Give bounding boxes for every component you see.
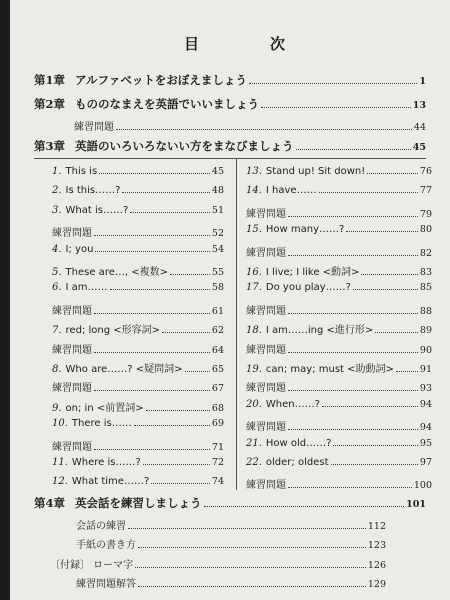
- leader-dots: [110, 289, 210, 290]
- page-number: 82: [419, 247, 432, 259]
- page-number: 45: [412, 142, 426, 153]
- leader-dots: [375, 332, 418, 333]
- chapter-2-exercise: [74, 118, 426, 133]
- lesson-number: 7.: [52, 325, 62, 337]
- lesson-number: 22.: [246, 457, 262, 468]
- lesson-number: 19.: [246, 364, 262, 375]
- page-number: 58: [211, 282, 224, 294]
- lesson-number: 20.: [246, 398, 262, 410]
- answers-item: [76, 575, 386, 590]
- lesson-entry: [246, 457, 432, 468]
- lesson-number: 5.: [52, 267, 62, 278]
- book-page: [10, 0, 450, 600]
- lesson-entry: [246, 185, 432, 196]
- leader-dots: [319, 192, 418, 193]
- lesson-label: Who are……? <疑問詞>: [65, 364, 183, 375]
- leader-dots: [322, 406, 418, 407]
- chapter-title: アルファベットをおぼえましょう: [75, 73, 247, 87]
- item-label: 練習問題解答: [76, 579, 136, 590]
- chapter-1: [34, 72, 426, 88]
- exercise-entry: [246, 379, 432, 394]
- page-number: 52: [211, 228, 224, 240]
- lesson-entry: [246, 438, 432, 449]
- lesson-label: This is: [65, 166, 98, 177]
- item-label: 手紙の書き方: [76, 540, 136, 551]
- page-number: 112: [367, 521, 386, 532]
- chapter-title: 英会話を練習しましょう: [75, 496, 202, 510]
- lesson-label: 練習問題: [246, 480, 286, 492]
- lesson-entry: [246, 263, 432, 278]
- page-number: 88: [419, 305, 432, 317]
- exercise-entry: [246, 205, 432, 220]
- page-number: 129: [367, 579, 386, 590]
- leader-dots: [94, 235, 210, 236]
- lesson-label: 練習問題: [52, 344, 92, 356]
- page-number: 67: [211, 383, 224, 395]
- page-number: 45: [211, 166, 224, 177]
- lesson-label: These are…, <複数>: [65, 267, 168, 278]
- lesson-number: 21.: [246, 437, 262, 449]
- lesson-label: 練習問題: [52, 383, 92, 395]
- chapter-number: 第1章: [34, 73, 66, 87]
- lesson-number: 18.: [246, 325, 262, 337]
- leader-dots: [138, 547, 366, 548]
- leader-dots: [94, 313, 210, 314]
- leader-dots: [146, 410, 210, 411]
- leader-dots: [288, 429, 418, 430]
- lesson-number: 15.: [246, 224, 262, 236]
- lesson-entry: [52, 321, 224, 336]
- leader-dots: [185, 371, 210, 372]
- lesson-label: 練習問題: [246, 208, 286, 220]
- lesson-entry: [52, 457, 224, 468]
- exercise-entry: [246, 476, 432, 491]
- leader-dots: [170, 274, 210, 275]
- lesson-entry: [52, 399, 224, 414]
- lesson-label: Do you play……?: [265, 282, 351, 294]
- page-number: 55: [211, 267, 224, 278]
- lesson-number: 14.: [246, 185, 262, 197]
- page-number: 123: [367, 540, 386, 551]
- lesson-label: 練習問題: [246, 422, 286, 434]
- leader-dots: [143, 464, 210, 465]
- chapter-number: 第4章: [34, 496, 66, 510]
- lesson-label: How many……?: [265, 224, 345, 236]
- lesson-label: I; you: [65, 243, 94, 255]
- leader-dots: [135, 567, 366, 568]
- item-label: 会話の練習: [76, 521, 126, 532]
- leader-dots: [99, 173, 210, 174]
- lesson-number: 17.: [246, 282, 262, 294]
- page-number: 97: [419, 457, 432, 468]
- exercise-entry: [52, 341, 224, 356]
- lesson-number: 11.: [52, 457, 68, 468]
- lesson-number: 9.: [52, 402, 62, 414]
- lesson-number: 12.: [52, 476, 68, 488]
- chapter-number: 第2章: [34, 97, 66, 111]
- leader-dots: [128, 528, 366, 529]
- lesson-label: What time……?: [71, 476, 150, 488]
- lesson-entry: [52, 263, 224, 278]
- page-number: 94: [419, 398, 432, 410]
- leader-dots: [204, 506, 405, 507]
- lesson-table-border: [34, 158, 426, 159]
- lesson-number: 4.: [52, 243, 62, 255]
- lesson-label: 練習問題: [52, 305, 92, 317]
- leader-dots: [353, 289, 418, 290]
- lesson-number: 13.: [246, 166, 262, 177]
- page-title: 目 次: [184, 35, 314, 53]
- lesson-label: older; oldest: [265, 457, 329, 468]
- page-number: 74: [211, 476, 224, 488]
- page-number: 90: [419, 344, 432, 356]
- lesson-entry: [246, 166, 432, 177]
- leader-dots: [346, 231, 418, 232]
- lesson-label: 練習問題: [246, 247, 286, 259]
- lesson-label: I am……: [65, 282, 108, 294]
- appendix-item: [50, 556, 386, 571]
- lesson-label: What is……?: [65, 204, 129, 216]
- leader-dots: [134, 425, 210, 426]
- page-number: 77: [419, 185, 432, 197]
- page-number: 89: [419, 325, 432, 337]
- lesson-entry: [246, 399, 432, 410]
- page-number: 44: [413, 122, 426, 133]
- lesson-label: I am……ing <進行形>: [265, 325, 374, 337]
- lesson-entry: [52, 476, 224, 487]
- leader-dots: [138, 586, 366, 587]
- page-number: 68: [211, 402, 224, 414]
- page-number: 54: [211, 243, 224, 255]
- page-number: 72: [211, 457, 224, 468]
- page-number: 1: [419, 76, 426, 87]
- lesson-number: 10.: [52, 418, 68, 430]
- lesson-entry: [52, 166, 224, 177]
- leader-dots: [162, 332, 210, 333]
- lesson-entry: [52, 282, 224, 293]
- chapter-title: もののなまえを英語でいいましょう: [75, 97, 260, 111]
- page-number: 126: [367, 560, 386, 571]
- leader-dots: [116, 129, 412, 130]
- leader-dots: [122, 192, 209, 193]
- page-number: 80: [419, 224, 432, 236]
- page-number: 48: [211, 185, 224, 197]
- lesson-entry: [246, 360, 432, 375]
- chapter-title: 英語のいろいろないい方をまなびましょう: [75, 139, 294, 153]
- lesson-label: 練習問題: [246, 344, 286, 356]
- lesson-label: 練習問題: [52, 228, 92, 240]
- lesson-entry: [52, 418, 224, 429]
- leader-dots: [94, 449, 210, 450]
- lesson-number: 3.: [52, 204, 62, 216]
- leader-dots: [94, 352, 210, 353]
- page-number: 76: [419, 166, 432, 177]
- leader-dots: [288, 390, 418, 391]
- exercise-entry: [246, 302, 432, 317]
- page-number: 79: [419, 208, 432, 220]
- lesson-label: When……?: [265, 398, 320, 410]
- exercise-label: 練習問題: [74, 122, 114, 133]
- page-number: 83: [419, 267, 432, 278]
- page-number: 94: [419, 422, 432, 434]
- leader-dots: [249, 83, 418, 84]
- column-divider: [236, 158, 237, 490]
- leader-dots: [331, 464, 418, 465]
- leader-dots: [151, 483, 210, 484]
- page-number: 101: [406, 499, 426, 510]
- chapter-4-item: [76, 517, 386, 532]
- leader-dots: [130, 212, 210, 213]
- leader-dots: [333, 445, 417, 446]
- leader-dots: [367, 173, 418, 174]
- leader-dots: [288, 255, 418, 256]
- page-number: 61: [211, 305, 224, 317]
- exercise-entry: [52, 438, 224, 453]
- chapter-number: 第3章: [34, 139, 66, 153]
- lesson-label: I have……: [265, 185, 317, 197]
- chapter-2: [34, 96, 426, 112]
- leader-dots: [396, 371, 418, 372]
- leader-dots: [288, 352, 418, 353]
- exercise-entry: [52, 224, 224, 239]
- page-number: 85: [419, 282, 432, 294]
- lesson-label: 練習問題: [246, 305, 286, 317]
- leader-dots: [361, 274, 417, 275]
- page-number: 13: [412, 100, 426, 111]
- lesson-entry: [52, 360, 224, 375]
- page-number: 93: [419, 383, 432, 395]
- exercise-entry: [52, 379, 224, 394]
- page-number: 71: [211, 441, 224, 453]
- lesson-number: 16.: [246, 267, 262, 278]
- lesson-label: Stand up! Sit down!: [265, 166, 366, 177]
- lesson-label: Where is……?: [71, 457, 141, 468]
- lesson-label: red; long <形容詞>: [65, 325, 161, 337]
- lesson-entry: [246, 321, 432, 336]
- page-number: 62: [211, 325, 224, 337]
- lesson-entry: [52, 244, 224, 255]
- exercise-entry: [52, 302, 224, 317]
- exercise-entry: [246, 418, 432, 433]
- lesson-label: There is……: [71, 418, 132, 430]
- lesson-number: 2.: [52, 185, 62, 197]
- lesson-label: on; in <前置詞>: [65, 402, 144, 414]
- page-number: 100: [413, 480, 432, 492]
- item-label: 〔付録〕 ローマ字: [50, 560, 134, 571]
- leader-dots: [94, 390, 210, 391]
- lesson-label: 練習問題: [246, 383, 286, 395]
- leader-dots: [288, 313, 418, 314]
- page-number: 51: [211, 204, 224, 216]
- lesson-label: Is this……?: [65, 185, 121, 197]
- leader-dots: [261, 107, 411, 108]
- chapter-4-item: [76, 536, 386, 551]
- exercise-entry: [246, 341, 432, 356]
- lesson-number: 8.: [52, 364, 62, 375]
- page-number: 65: [211, 364, 224, 375]
- lesson-entry: [52, 205, 224, 216]
- lesson-label: How old……?: [265, 437, 332, 449]
- lesson-entry: [246, 224, 432, 235]
- lesson-label: 練習問題: [52, 441, 92, 453]
- leader-dots: [288, 487, 412, 488]
- page-number: 69: [211, 418, 224, 430]
- chapter-3: [34, 138, 426, 154]
- leader-dots: [296, 149, 411, 150]
- lesson-label: I live; I like <動詞>: [265, 267, 360, 278]
- page-number: 64: [211, 344, 224, 356]
- lesson-number: 1.: [52, 166, 62, 177]
- chapter-4: [34, 495, 426, 511]
- page-number: 91: [419, 364, 432, 375]
- page-number: 95: [419, 437, 432, 449]
- leader-dots: [288, 216, 418, 217]
- leader-dots: [95, 251, 209, 252]
- lesson-number: 6.: [52, 282, 62, 294]
- lesson-entry: [52, 185, 224, 196]
- lesson-label: can; may; must <助動詞>: [265, 364, 394, 375]
- lesson-entry: [246, 282, 432, 293]
- exercise-entry: [246, 244, 432, 259]
